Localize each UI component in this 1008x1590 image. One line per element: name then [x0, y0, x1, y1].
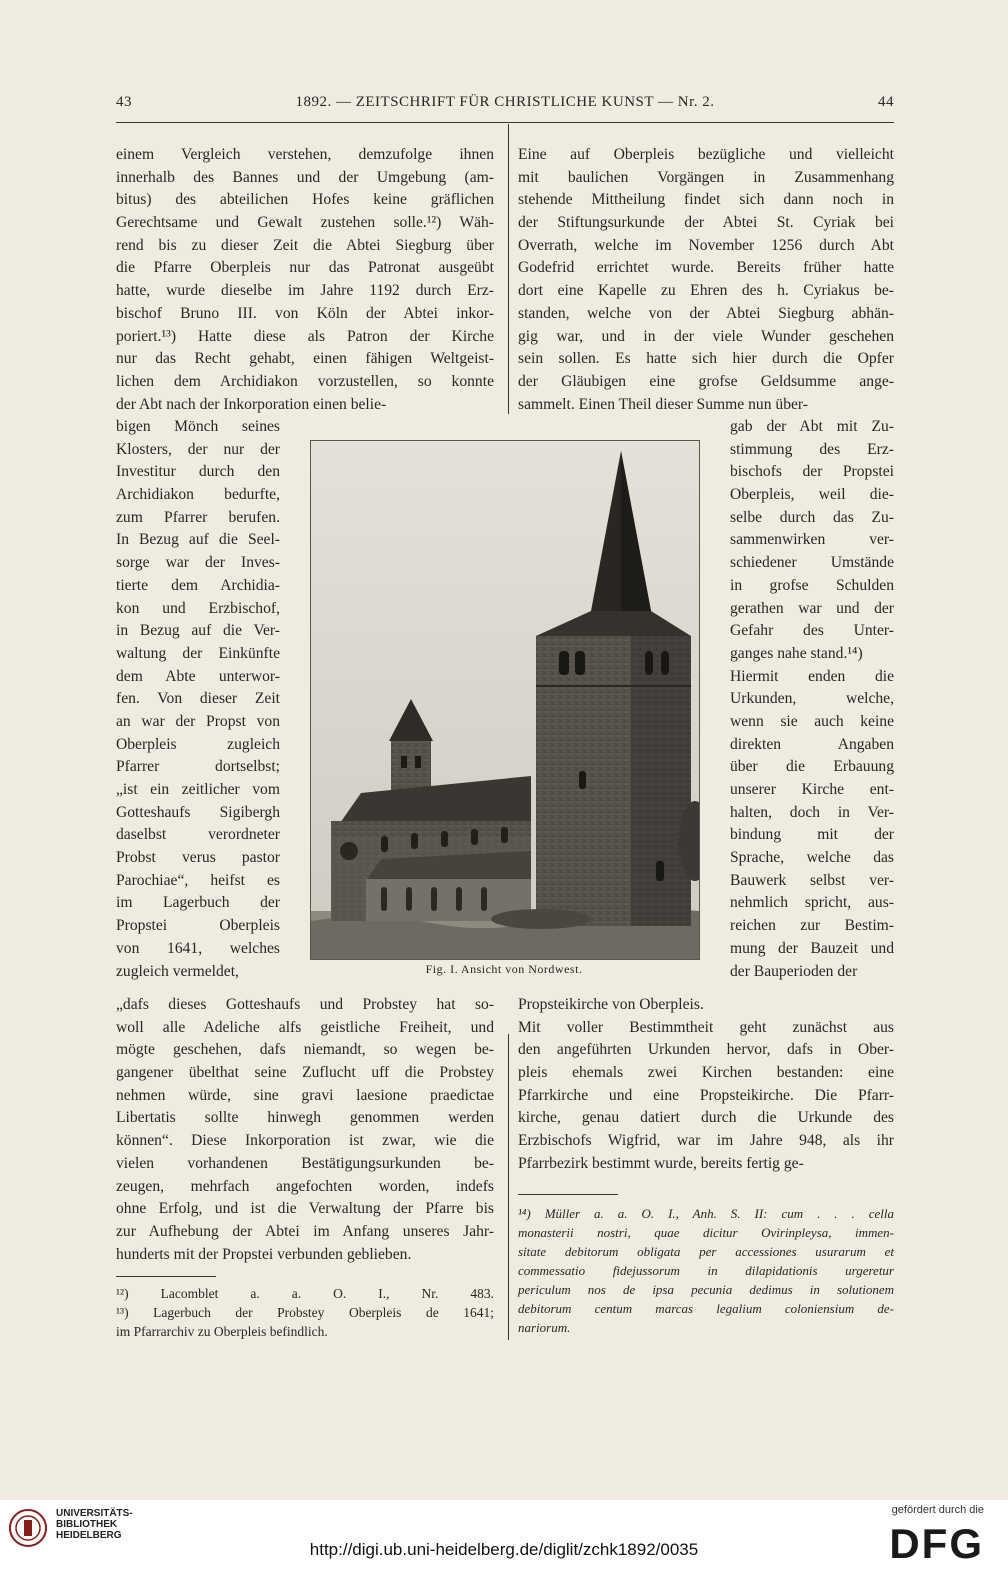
- footnote-rule-right: [518, 1194, 618, 1195]
- text-line: bitus) des abteilichen Hofes keine gräflichen: [116, 191, 494, 209]
- text-line: daselbst verordneter: [116, 826, 280, 844]
- library-name-line: HEIDELBERG: [56, 1530, 122, 1541]
- left-column-narrow: [116, 416, 280, 983]
- text-line: selbe durch das Zu-: [730, 508, 894, 526]
- text-line: zur Aufhebung der Abtei im Anfang unseres Jahr-: [116, 1222, 494, 1240]
- text-line: ohne Erfolg, und ist die Verwaltung der Pfarre bis: [116, 1200, 494, 1218]
- text-line: Gerechtsame und Gewalt zustehen solle.¹²) Wäh-: [116, 214, 494, 232]
- text-line: Oberpleis zugleich: [116, 735, 280, 753]
- text-line: können“. Diese Inkorporation ist zwar, wie die: [116, 1132, 494, 1150]
- library-name-line: UNIVERSITÄTS-: [56, 1508, 133, 1519]
- text-line: mung der Bauzeit und: [730, 939, 894, 957]
- text-line: Mit voller Bestimmtheit geht zunächst aus: [518, 1018, 894, 1036]
- text-line: woll alle Adeliche alfs geistliche Freiheit, und: [116, 1018, 494, 1036]
- dfg-logo[interactable]: DFG: [889, 1520, 984, 1567]
- text-line: bindung mit der: [730, 826, 894, 844]
- text-line: Pfarrbezirk bestimmt wurde, bereits fertig ge-: [518, 1154, 804, 1172]
- column-rule-bottom: [508, 1034, 509, 1340]
- text-line: In Bezug auf die Seel-: [116, 531, 280, 549]
- left-page-number: 43: [116, 94, 132, 110]
- column-rule-top: [508, 124, 509, 414]
- text-line: Oberpleis, weil die-: [730, 486, 894, 504]
- text-line: zeugen, mehrfach angefochten worden, indefs: [116, 1177, 494, 1195]
- text-line: innerhalb des Bannes und der Umgebung (am-: [116, 168, 494, 186]
- text-line: „ist ein zeitlicher vom: [116, 781, 280, 798]
- figure-caption: Fig. I. Ansicht von Nordwest.: [425, 962, 583, 976]
- right-column-top: [518, 144, 894, 416]
- text-line: Investitur durch den: [116, 463, 280, 481]
- text-line: kirche, genau datiert durch die Urkunde des: [518, 1109, 894, 1127]
- text-line: „dafs dieses Gotteshaufs und Probstey hat so-: [116, 996, 494, 1013]
- text-line: gerathen war und der: [730, 599, 894, 617]
- permalink-url[interactable]: http://digi.ub.uni-heidelberg.de/diglit/zchk1892/0035: [309, 1540, 699, 1559]
- text-line: Overrath, welche im November 1256 durch Abt: [518, 236, 894, 254]
- text-line: ¹⁴) Müller a. a. O. I., Anh. S. II: cum . . . cella: [518, 1206, 894, 1221]
- header-rule: [116, 122, 894, 123]
- text-line: gab der Abt mit Zu-: [730, 418, 894, 435]
- text-line: der Bauperioden der: [730, 962, 858, 980]
- text-line: Libertatis sollte hinwegh genommen werden: [116, 1109, 494, 1127]
- text-line: Hiermit enden die: [730, 667, 894, 685]
- text-line: der Stiftungsurkunde der Abtei St. Cyriak bei: [518, 214, 894, 232]
- text-line: von 1641, welches: [116, 939, 280, 957]
- text-line: der Gläubigen eine grofse Geldsumme ange-: [518, 372, 894, 390]
- text-line: Erzbischofs Wigfrid, war im Jahre 948, als ihr: [518, 1132, 894, 1150]
- right-column-narrow: [730, 416, 894, 983]
- text-line: direkten Angaben: [730, 735, 894, 753]
- left-column-bottom: [116, 994, 494, 1266]
- running-header: [116, 94, 894, 118]
- text-line: Propstei Oberpleis: [116, 917, 280, 935]
- text-line: Pfarrkirche und eine Propsteikirche. Die Pfarr-: [518, 1086, 894, 1104]
- text-line: Archidiakon bedurfte,: [116, 486, 280, 504]
- text-line: nehmen würde, sine gravi laesione praedictae: [116, 1086, 494, 1104]
- text-line: bigen Mönch seines: [116, 418, 280, 435]
- text-line: halten, doch in Ver-: [730, 803, 894, 821]
- text-line: poriert.¹³) Hatte diese als Patron der Kirche: [116, 327, 494, 345]
- text-line: Gefahr des Unter-: [730, 622, 894, 640]
- text-line: commessatio fidejussorum in dilapidationis urgeretur: [518, 1263, 894, 1278]
- text-line: ganges nahe stand.¹⁴): [730, 644, 863, 662]
- text-line: an war der Propst von: [116, 712, 280, 730]
- text-line: nehmlich spricht, aus-: [730, 894, 894, 912]
- text-line: in Bezug auf die Ver-: [116, 622, 280, 640]
- text-line: reichen zur Bestim-: [730, 917, 894, 935]
- text-line: dem Abte unterwor-: [116, 667, 280, 685]
- footnote-rule-left: [116, 1276, 216, 1277]
- text-line: pleis ehemals zwei Kirchen bestanden: eine: [518, 1064, 894, 1082]
- text-line: fen. Von dieser Zeit: [116, 690, 280, 708]
- text-line: bischof Bruno III. von Köln der Abtei inkor-: [116, 304, 494, 322]
- library-name[interactable]: [56, 1508, 133, 1541]
- text-line: sein sollen. Es hatte sich hier durch die Opfer: [518, 350, 894, 368]
- text-line: tierte dem Archidia-: [116, 576, 280, 594]
- text-line: sorge war der Inves-: [116, 554, 280, 572]
- text-line: sammenwirken ver-: [730, 531, 894, 549]
- footnotes-right: [518, 1204, 894, 1337]
- text-line: standen, welche von der Abtei Siegburg abhän-: [518, 304, 894, 322]
- text-line: hatte, wurde dieselbe im Jahre 1192 durch Erz-: [116, 282, 494, 300]
- text-line: Probst verus pastor: [116, 849, 280, 867]
- text-line: mögte geschehen, dafs niemandt, so wegen be-: [116, 1041, 494, 1059]
- text-line: hunderts mit der Propstei verbunden geblieben.: [116, 1245, 412, 1263]
- church-illustration: [310, 440, 700, 960]
- text-line: Godefrid errichtet wurde. Bereits früher hatte: [518, 259, 894, 277]
- text-line: monasterii nostri, quae dicitur Ovirinpleysa, immen-: [518, 1225, 894, 1240]
- text-line: in grofse Schulden: [730, 576, 894, 594]
- text-line: im Lagerbuch der: [116, 894, 280, 912]
- text-line: debitorum centum marcas legalium coloniensium de-: [518, 1301, 894, 1316]
- text-line: mit baulichen Vorgängen in Zusammenhang: [518, 168, 894, 186]
- text-line: Gotteshaufs Sigibergh: [116, 803, 280, 821]
- library-name-line: BIBLIOTHEK: [56, 1519, 118, 1530]
- text-line: Pfarrer dortselbst;: [116, 758, 280, 776]
- text-line: stehende Mittheilung findet sich dann noch in: [518, 191, 894, 209]
- text-line: Parochiae“, heifst es: [116, 871, 280, 889]
- text-line: Propsteikirche von Oberpleis.: [518, 996, 704, 1013]
- text-line: Urkunden, welche,: [730, 690, 894, 708]
- text-line: im Pfarrarchiv zu Oberpleis befindlich.: [116, 1324, 328, 1339]
- text-line: sitate debitorum obligata per accessiones usurarum et: [518, 1244, 894, 1259]
- text-line: der Abt nach der Inkorporation einen belie-: [116, 395, 387, 413]
- text-line: waltung der Einkünfte: [116, 644, 280, 662]
- funding-label: gefördert durch die: [891, 1504, 984, 1516]
- text-line: nariorum.: [518, 1320, 571, 1335]
- text-line: rend bis zu dieser Zeit die Abtei Siegburg über: [116, 236, 494, 254]
- text-line: ¹²) Lacomblet a. a. O. I., Nr. 483.: [116, 1286, 494, 1301]
- text-line: Klosters, der nur der: [116, 440, 280, 458]
- left-column-top: [116, 144, 494, 416]
- text-line: vielen vorhandenen Bestätigungsurkunden be-: [116, 1154, 494, 1172]
- text-line: den angeführten Urkunden hervor, dafs in Ober-: [518, 1041, 894, 1059]
- text-line: stimmung des Erz-: [730, 440, 894, 458]
- text-line: zum Pfarrer berufen.: [116, 508, 280, 526]
- text-line: Eine auf Oberpleis bezügliche und vielleicht: [518, 146, 894, 163]
- text-line: unserer Kirche ent-: [730, 781, 894, 798]
- text-line: die Pfarre Oberpleis nur das Patronat ausgeübt: [116, 259, 494, 277]
- church-drawing: [311, 441, 699, 959]
- text-line: dort eine Kapelle zu Ehren des h. Cyriakus be-: [518, 282, 894, 300]
- text-line: schiedener Umstände: [730, 554, 894, 572]
- text-line: zugleich vermeldet,: [116, 962, 239, 980]
- text-line: kon und Erzbischof,: [116, 599, 280, 617]
- text-line: einem Vergleich verstehen, demzufolge ihnen: [116, 146, 494, 163]
- right-column-bottom: [518, 994, 894, 1176]
- text-line: gangener übelthat seine Zuflucht uff die Probstey: [116, 1064, 494, 1082]
- text-line: wenn sie auch keine: [730, 712, 894, 730]
- text-line: Bauwerk selbst ver-: [730, 871, 894, 889]
- text-line: bischofs der Propstei: [730, 463, 894, 481]
- text-line: sammelt. Einen Theil dieser Summe nun über-: [518, 395, 808, 413]
- text-line: Sprache, welche das: [730, 849, 894, 867]
- text-line: über die Erbauung: [730, 758, 894, 776]
- right-page-number: 44: [878, 94, 894, 110]
- text-line: lichen dem Archidiakon vorzustellen, so konnte: [116, 372, 494, 390]
- text-line: nur das Recht gehabt, einen fähigen Weltgeist-: [116, 350, 494, 368]
- footnotes-left: [116, 1284, 494, 1341]
- text-line: gig war, und in der viele Wunder geschehen: [518, 327, 894, 345]
- text-line: periculum nos de ipsa pecunia dedimus in solutionem: [518, 1282, 894, 1297]
- journal-title: 1892. — ZEITSCHRIFT FÜR CHRISTLICHE KUNST — Nr. 2.: [295, 94, 715, 110]
- text-line: ¹³) Lagerbuch der Probstey Oberpleis de 1641;: [116, 1305, 494, 1320]
